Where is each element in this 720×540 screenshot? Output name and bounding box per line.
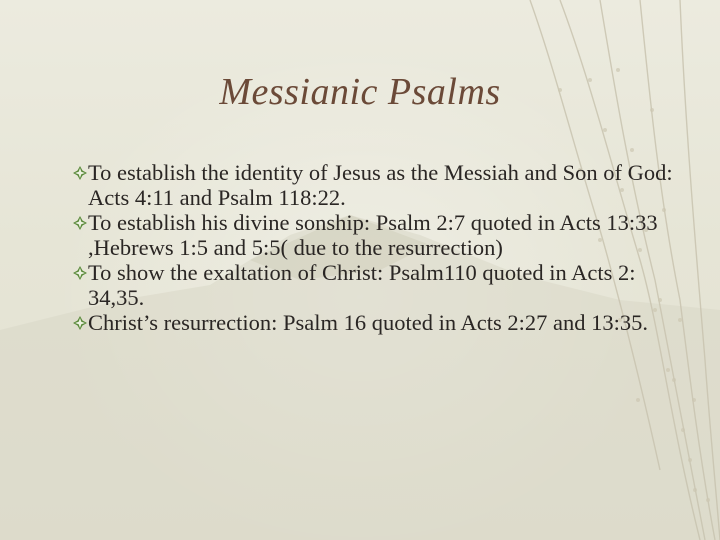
bullet-text: Christ’s resurrection: Psalm 16 quoted in Acts 2:27 and 13:35. <box>88 310 648 335</box>
slide-title: Messianic Psalms <box>219 71 501 113</box>
bullet-text: To establish his divine sonship: Psalm 2:7 quoted in Acts 13:33 ,Hebrews 1:5 and 5:5( due to the resurrection) <box>88 210 658 260</box>
bullet-item <box>78 310 678 335</box>
bullet-text: To show the exaltation of Christ: Psalm110 quoted in Acts 2: 34,35. <box>88 260 636 310</box>
diamond-leaf-bullet-icon <box>72 315 88 331</box>
bullet-item <box>78 160 678 210</box>
bullet-item <box>78 210 678 260</box>
bullet-item <box>78 260 678 310</box>
bullet-list <box>78 160 678 335</box>
diamond-leaf-bullet-icon <box>72 215 88 231</box>
diamond-leaf-bullet-icon <box>72 165 88 181</box>
bullet-text: To establish the identity of Jesus as the Messiah and Son of God: Acts 4:11 and Psalm 118:22. <box>88 160 673 210</box>
diamond-leaf-bullet-icon <box>72 265 88 281</box>
